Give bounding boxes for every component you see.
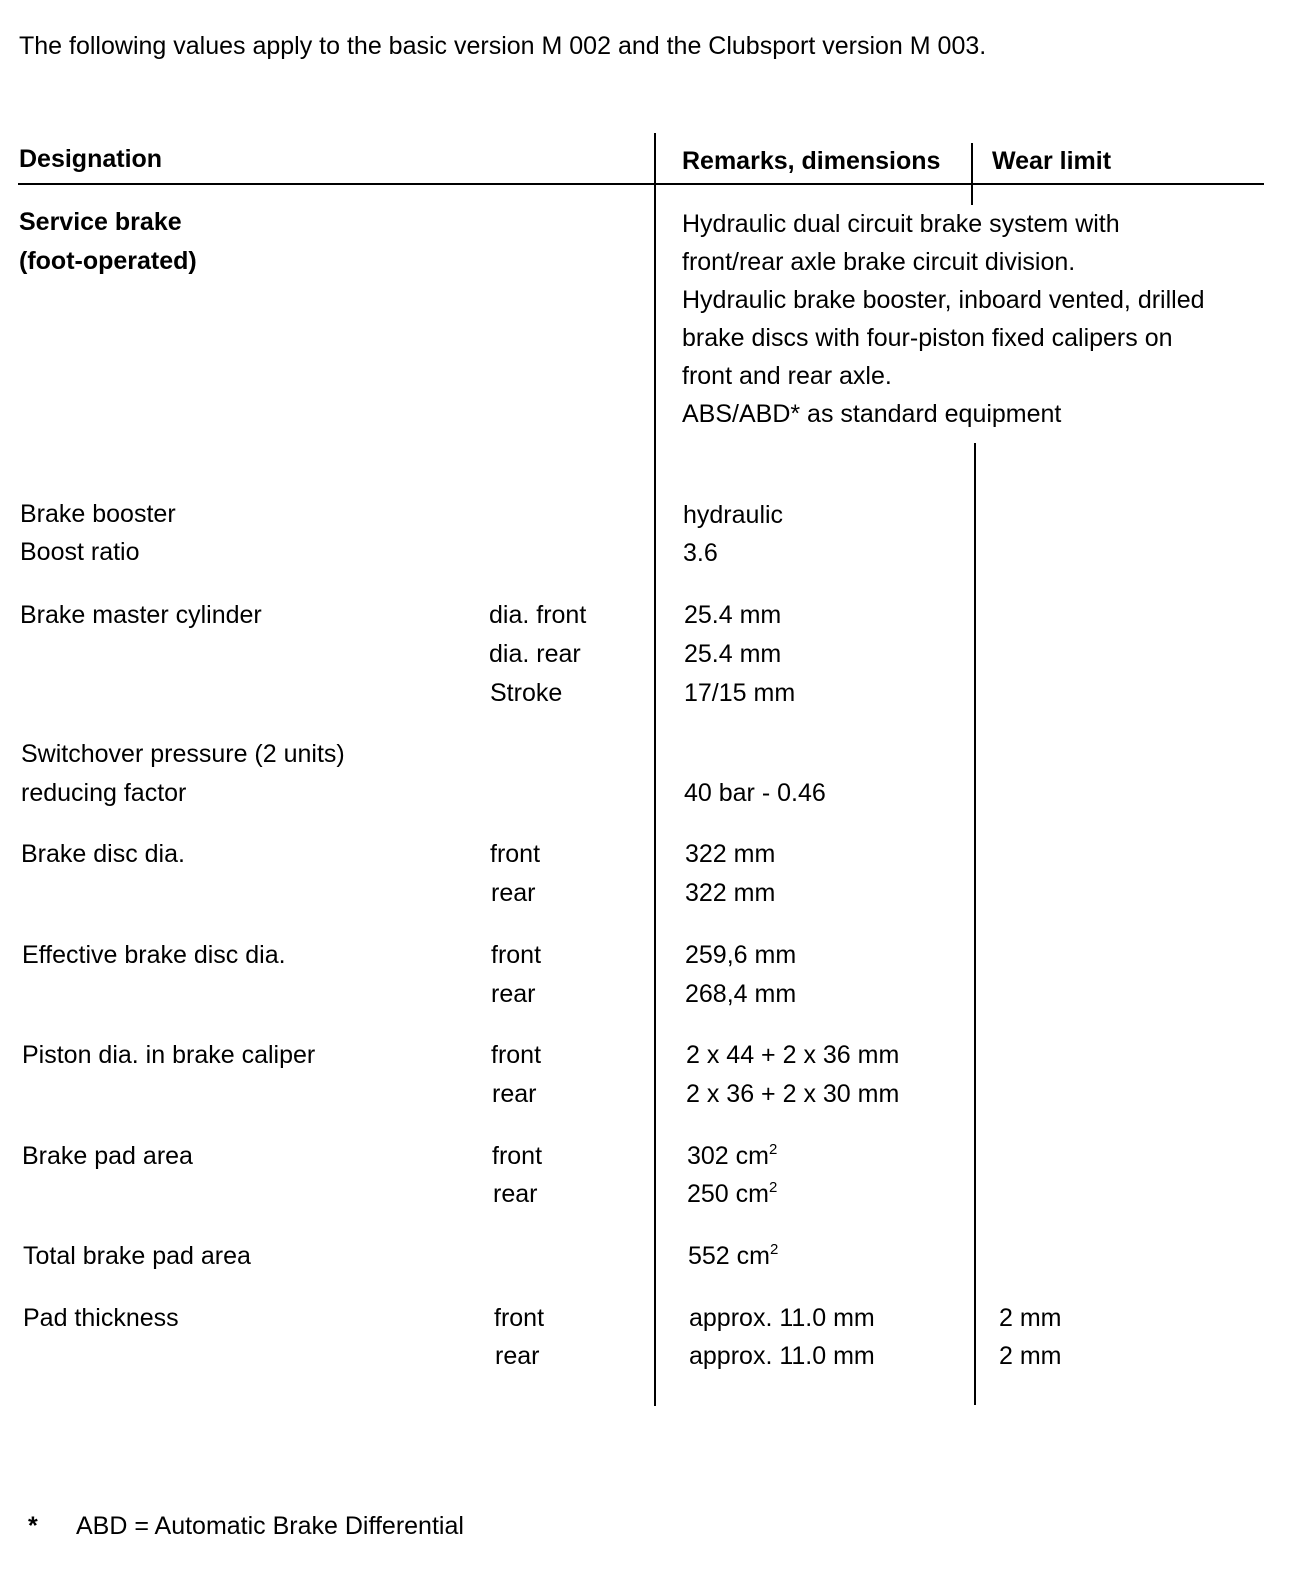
master-cyl-sub-rear: dia. rear [489, 640, 581, 668]
service-brake-remark-5: front and rear axle. [682, 362, 892, 390]
pad-thick-sub-rear: rear [495, 1342, 540, 1370]
disc-dia-label: Brake disc dia. [21, 840, 185, 868]
switchover-label-2: reducing factor [21, 779, 187, 807]
disc-dia-sub-rear: rear [491, 879, 536, 907]
switchover-label-1: Switchover pressure (2 units) [21, 740, 345, 768]
pad-thick-wear-rear: 2 mm [999, 1342, 1062, 1370]
disc-dia-val-rear: 322 mm [685, 879, 776, 907]
total-pad-label: Total brake pad area [23, 1242, 251, 1270]
superscript: 2 [769, 1241, 779, 1258]
disc-dia-sub-front: front [490, 840, 541, 868]
master-cyl-val-stroke: 17/15 mm [684, 679, 796, 707]
master-cyl-val-front: 25.4 mm [684, 601, 782, 629]
service-brake-title: Service brake [19, 208, 182, 236]
piston-sub-front: front [491, 1041, 542, 1069]
disc-dia-val-front: 322 mm [685, 840, 776, 868]
header-remarks: Remarks, dimensions [682, 147, 941, 175]
piston-val-front: 2 x 44 + 2 x 36 mm [686, 1041, 900, 1069]
eff-disc-sub-front: front [491, 941, 542, 969]
service-brake-remark-6: ABS/ABD* as standard equipment [682, 400, 1062, 428]
pad-area-sub-front: front [492, 1142, 543, 1170]
boost-ratio-label: Boost ratio [20, 538, 140, 566]
booster-value: hydraulic [683, 501, 784, 529]
pad-thick-label: Pad thickness [23, 1304, 179, 1332]
total-pad-value-text: 552 cm [688, 1242, 770, 1270]
eff-disc-val-front: 259,6 mm [685, 941, 797, 969]
booster-label: Brake booster [20, 500, 176, 528]
master-cyl-val-rear: 25.4 mm [684, 640, 782, 668]
superscript: 2 [768, 1179, 778, 1196]
pad-area-val-rear-text: 250 cm [687, 1180, 769, 1208]
pad-thick-val-rear: approx. 11.0 mm [689, 1342, 875, 1370]
pad-area-label: Brake pad area [22, 1142, 193, 1170]
footnote-marker: * [28, 1512, 38, 1540]
column-divider-wear [974, 443, 976, 1405]
service-brake-subtitle: (foot-operated) [19, 247, 197, 275]
service-brake-remark-2: front/rear axle brake circuit division. [682, 248, 1076, 276]
pad-thick-val-front: approx. 11.0 mm [689, 1304, 875, 1332]
pad-thick-sub-front: front [494, 1304, 545, 1332]
pad-area-sub-rear: rear [493, 1180, 538, 1208]
superscript: 2 [768, 1141, 778, 1158]
header-wear-limit: Wear limit [992, 147, 1112, 175]
column-divider-wear-top [971, 143, 973, 205]
intro-text: The following values apply to the basic version M 002 and the Clubsport version M 003. [19, 32, 987, 60]
header-rule [18, 183, 1264, 185]
master-cyl-sub-front: dia. front [489, 601, 587, 629]
piston-label: Piston dia. in brake caliper [22, 1041, 316, 1069]
pad-area-val-front-text: 302 cm [687, 1142, 769, 1170]
service-brake-remark-3: Hydraulic brake booster, inboard vented, drilled [682, 286, 1205, 314]
eff-disc-label: Effective brake disc dia. [22, 941, 286, 969]
pad-thick-wear-front: 2 mm [999, 1304, 1062, 1332]
pad-area-val-front [687, 1142, 777, 1171]
service-brake-remark-4: brake discs with four-piston fixed calipers on [682, 324, 1173, 352]
header-designation: Designation [19, 145, 163, 173]
service-brake-remark-1: Hydraulic dual circuit brake system with [682, 210, 1120, 238]
piston-val-rear: 2 x 36 + 2 x 30 mm [686, 1080, 900, 1108]
master-cyl-sub-stroke: Stroke [490, 679, 563, 707]
boost-ratio-value: 3.6 [683, 539, 718, 567]
total-pad-value [688, 1242, 778, 1271]
piston-sub-rear: rear [492, 1080, 537, 1108]
pad-area-val-rear [687, 1180, 777, 1209]
eff-disc-sub-rear: rear [491, 980, 536, 1008]
switchover-value: 40 bar - 0.46 [684, 779, 826, 807]
eff-disc-val-rear: 268,4 mm [685, 980, 797, 1008]
footnote-text: ABD = Automatic Brake Differential [76, 1512, 464, 1540]
master-cyl-label: Brake master cylinder [20, 601, 262, 629]
column-divider-remarks [654, 133, 656, 1406]
